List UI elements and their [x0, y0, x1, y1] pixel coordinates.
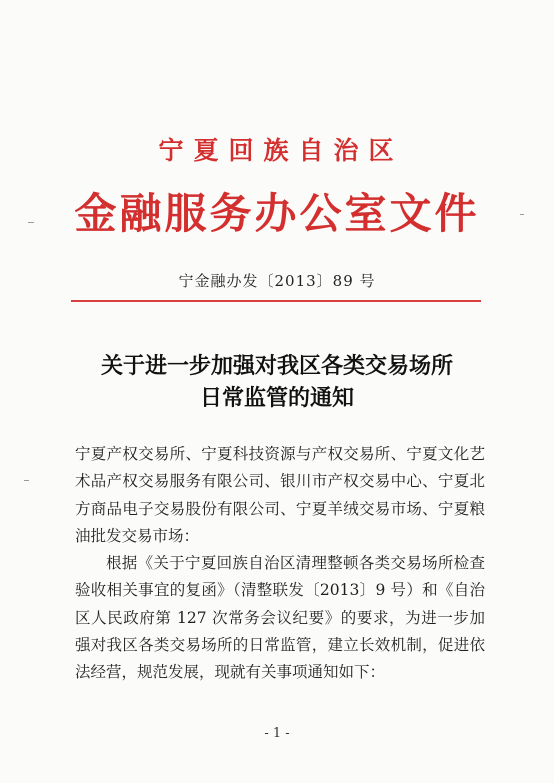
issuer-name: 宁夏回族自治区 — [158, 136, 404, 165]
scan-speck — [520, 214, 524, 215]
document-type-heading: 金融服务办公室文件 — [74, 189, 480, 238]
notice-title — [0, 350, 554, 414]
document-number: 宁金融办发〔2013〕89 号 — [178, 272, 376, 290]
notice-title-line2: 日常监管的通知 — [199, 385, 354, 411]
notice-body — [75, 441, 485, 687]
recipients-paragraph: 宁夏产权交易所、宁夏科技资源与产权交易所、宁夏文化艺术品产权交易服务有限公司、银川市产权交易中心、宁夏北方商品电子交易股份有限公司、宁夏羊绒交易市场、宁夏粮油批发交易市场： — [75, 445, 485, 545]
page-number: - 1 - — [264, 726, 290, 741]
scan-speck — [24, 480, 29, 481]
body-paragraph: 根据《关于宁夏回族自治区清理整顿各类交易场所检查验收相关事宜的复函》（清整联发〔2013〕9 号）和《自治区人民政府第 127 次常务会议纪要》的要求，为进一步加强对我区各类交易场所的日常监管，建立长效机制，促进依法经营，规范发展，现就有关事项通知如下： — [75, 554, 485, 682]
notice-title-line1: 关于进一步加强对我区各类交易场所 — [100, 353, 453, 379]
scan-speck — [28, 222, 34, 223]
red-divider-line — [71, 300, 481, 302]
